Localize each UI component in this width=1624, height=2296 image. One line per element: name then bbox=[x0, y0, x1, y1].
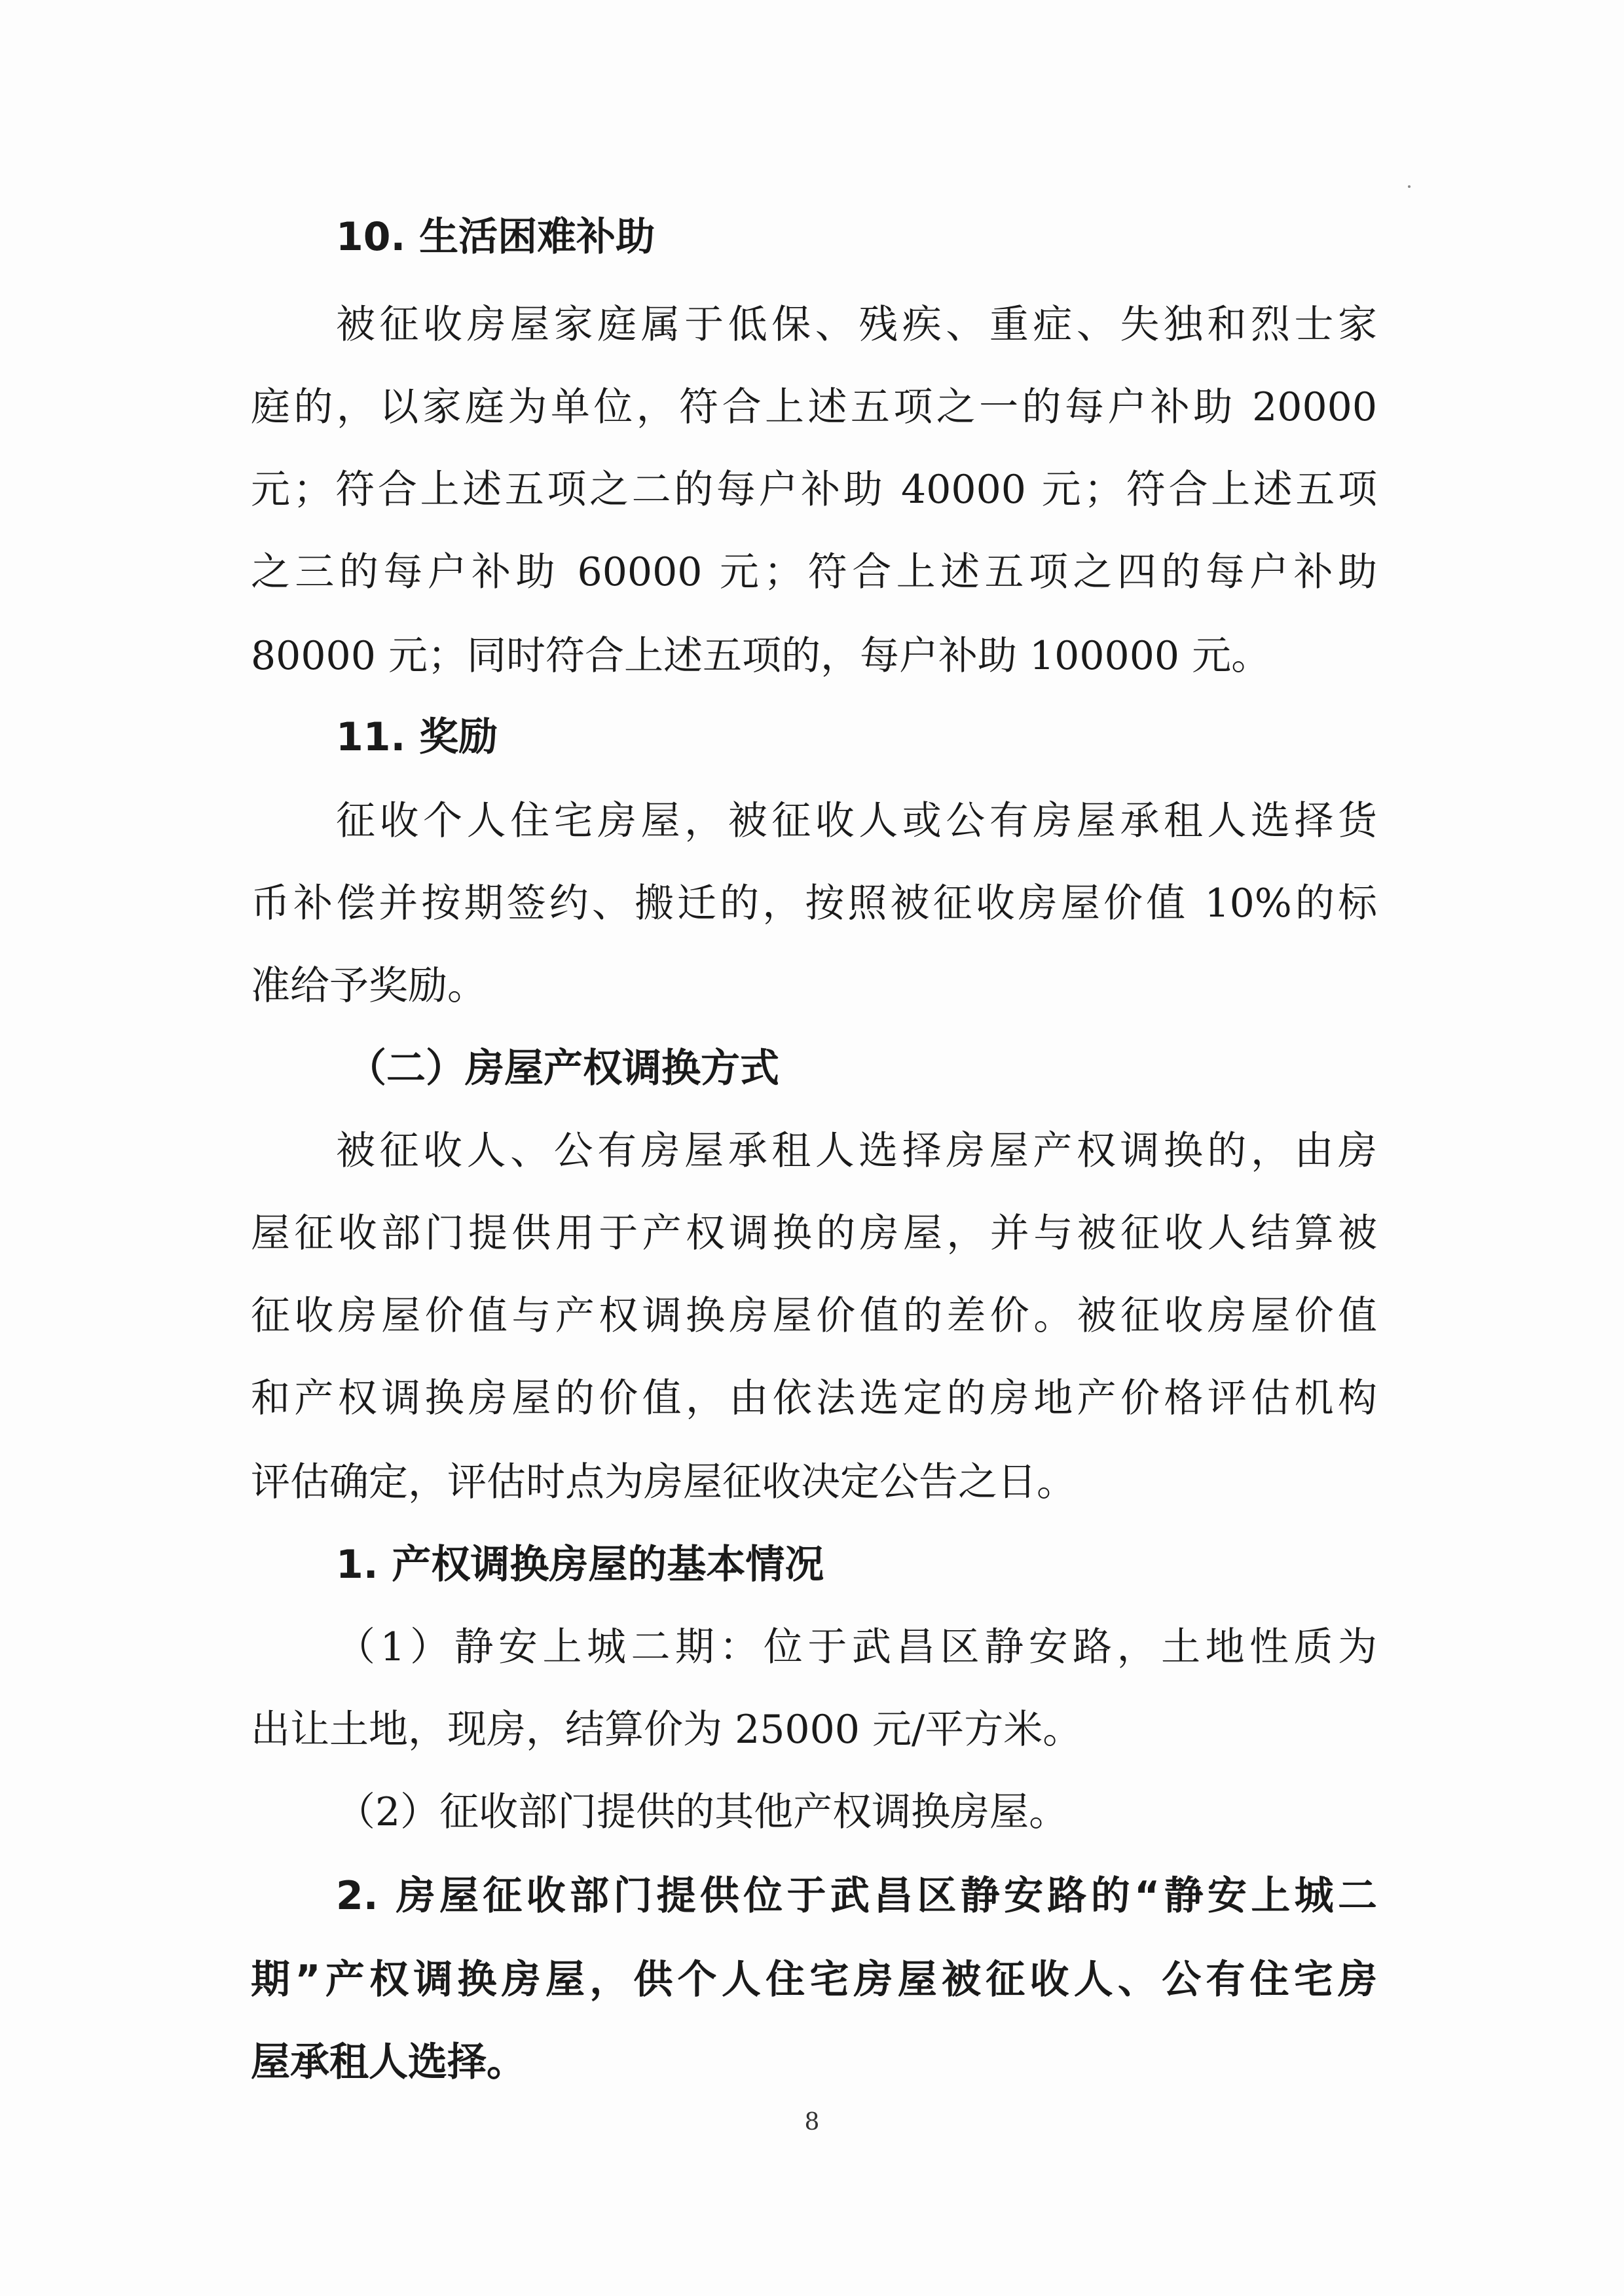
bold-paragraph-line: 期”产权调换房屋，供个人住宅房屋被征收人、公有住宅房 bbox=[251, 1957, 1377, 2003]
section-heading-reward: 11. 奖励 bbox=[336, 714, 498, 760]
paragraph-line: 征收个人住宅房屋，被征收人或公有房屋承租人选择货 bbox=[336, 798, 1377, 844]
section-heading-hardship-subsidy: 10. 生活困难补助 bbox=[336, 214, 655, 260]
paragraph-line: 庭的，以家庭为单位，符合上述五项之一的每户补助 20000 bbox=[251, 384, 1377, 430]
paragraph-line: 币补偿并按期签约、搬迁的，按照被征收房屋价值 10%的标 bbox=[251, 881, 1377, 926]
section-heading-property-exchange: （二）房屋产权调换方式 bbox=[347, 1046, 779, 1091]
section-heading-basic-info: 1. 产权调换房屋的基本情况 bbox=[336, 1542, 824, 1588]
paragraph-line: 被征收人、公有房屋承租人选择房屋产权调换的，由房 bbox=[336, 1128, 1377, 1174]
paragraph-line: 出让土地，现房，结算价为 25000 元/平方米。 bbox=[251, 1707, 1082, 1753]
bold-paragraph-line: 屋承租人选择。 bbox=[251, 2039, 526, 2085]
paragraph-line: （2）征收部门提供的其他产权调换房屋。 bbox=[336, 1789, 1069, 1835]
bold-paragraph-line: 2. 房屋征收部门提供位于武昌区静安路的“静安上城二 bbox=[336, 1873, 1377, 1919]
scan-speck bbox=[1408, 185, 1411, 188]
paragraph-line: 评估确定，评估时点为房屋征收决定公告之日。 bbox=[251, 1459, 1076, 1505]
paragraph-line: 屋征收部门提供用于产权调换的房屋，并与被征收人结算被 bbox=[251, 1211, 1377, 1256]
paragraph-line: 征收房屋价值与产权调换房屋价值的差价。被征收房屋价值 bbox=[251, 1293, 1377, 1339]
page-number: 8 bbox=[804, 2109, 820, 2136]
paragraph-line: 被征收房屋家庭属于低保、残疾、重症、失独和烈士家 bbox=[336, 302, 1377, 348]
paragraph-line: 准给予奖励。 bbox=[251, 963, 487, 1009]
paragraph-line: 80000 元；同时符合上述五项的，每户补助 100000 元。 bbox=[251, 633, 1271, 679]
paragraph-line: 之三的每户补助 60000 元；符合上述五项之四的每户补助 bbox=[251, 549, 1377, 595]
paragraph-line: 和产权调换房屋的价值，由依法选定的房地产价格评估机构 bbox=[251, 1376, 1377, 1421]
paragraph-line: （1）静安上城二期：位于武昌区静安路，土地性质为 bbox=[336, 1624, 1377, 1670]
paragraph-line: 元；符合上述五项之二的每户补助 40000 元；符合上述五项 bbox=[251, 467, 1377, 513]
